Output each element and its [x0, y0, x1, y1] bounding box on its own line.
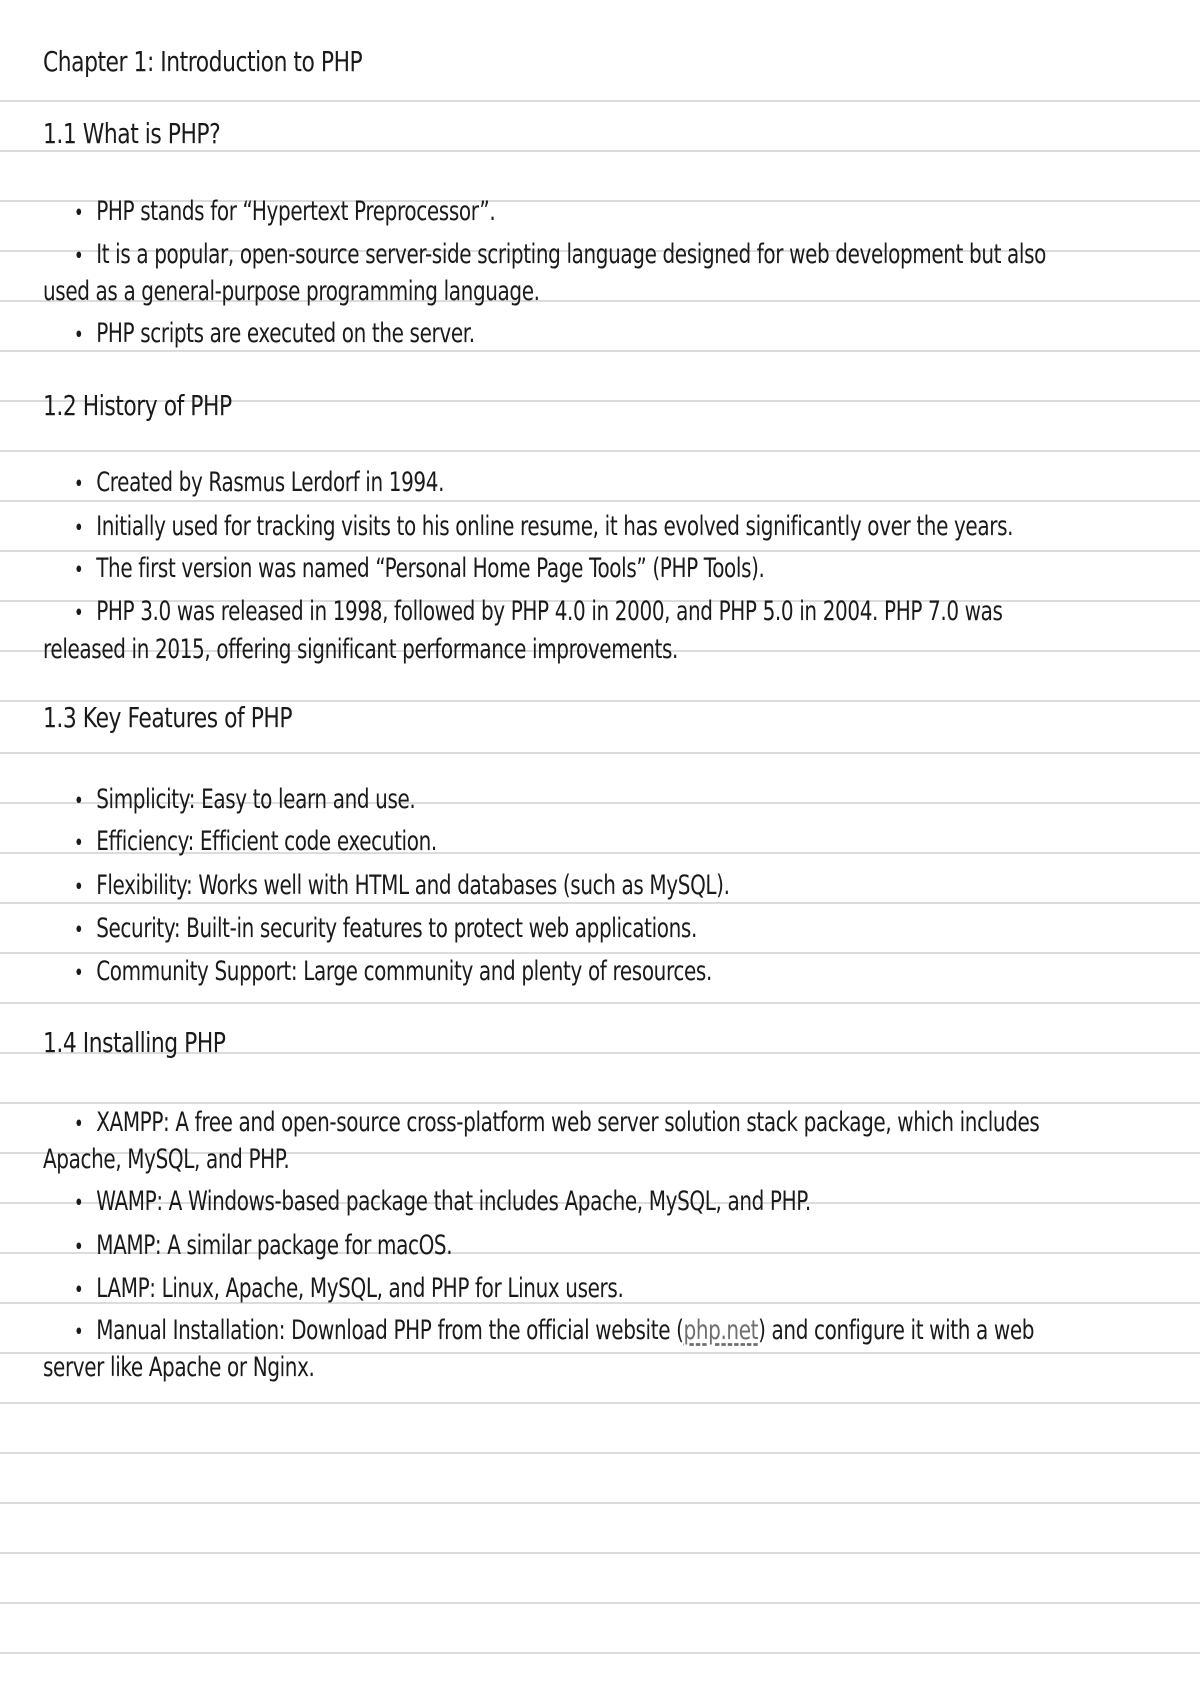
list-item	[74, 314, 475, 356]
bullet-icon: •	[74, 789, 84, 814]
list-item-text: Simplicity: Easy to learn and use.	[96, 784, 416, 815]
list-item-text: Created by Rasmus Lerdorf in 1994.	[96, 467, 445, 498]
bullet-icon: •	[74, 961, 84, 986]
bullet-icon: •	[74, 875, 84, 900]
chapter-title: Chapter 1: Introduction to PHP	[43, 45, 363, 78]
list-item	[74, 463, 444, 505]
bullet-icon: •	[74, 244, 84, 269]
list-item	[74, 952, 712, 994]
list-item	[74, 592, 1003, 634]
bullet-icon: •	[74, 201, 84, 226]
list-item-text: The first version was named “Personal Home Page Tools” (PHP Tools).	[96, 553, 765, 584]
bullet-icon: •	[74, 516, 84, 541]
bullet-icon: •	[74, 472, 84, 497]
list-item-continuation: server like Apache or Nginx.	[43, 1352, 315, 1383]
bullet-icon: •	[74, 1235, 84, 1260]
bullet-icon: •	[74, 1191, 84, 1216]
list-item	[74, 1103, 1039, 1145]
list-item-text: Manual Installation: Download PHP from the official website (	[96, 1315, 684, 1346]
bullet-icon: •	[74, 918, 84, 943]
list-item-text: Community Support: Large community and plenty of resources.	[96, 956, 712, 987]
bullet-icon: •	[74, 558, 84, 583]
list-item-continuation: released in 2015, offering significant performance improvements.	[43, 634, 679, 665]
list-item-text: Security: Built-in security features to protect web applications.	[96, 913, 697, 944]
section-heading-key-features: 1.3 Key Features of PHP	[43, 701, 293, 734]
list-item	[74, 235, 1046, 277]
bullet-icon: •	[74, 831, 84, 856]
list-item-text: It is a popular, open-source server-side scripting language designed for web development but also	[96, 239, 1047, 270]
list-item-text: PHP scripts are executed on the server.	[96, 318, 475, 349]
list-item	[74, 1182, 811, 1224]
list-item	[74, 866, 730, 908]
list-item	[74, 822, 437, 864]
list-item	[74, 192, 495, 234]
list-item-text: XAMPP: A free and open-source cross-platform web server solution stack package, which includes	[96, 1107, 1040, 1138]
bullet-icon: •	[74, 601, 84, 626]
list-item	[74, 909, 697, 951]
list-item-text: Efficiency: Efficient code execution.	[96, 826, 437, 857]
list-item-text: PHP stands for “Hypertext Preprocessor”.	[96, 196, 496, 227]
section-heading-installing: 1.4 Installing PHP	[43, 1026, 226, 1059]
bullet-icon: •	[74, 1278, 84, 1303]
section-heading-history: 1.2 History of PHP	[43, 389, 232, 422]
list-item	[74, 1269, 623, 1311]
list-item-text: ) and configure it with a web	[758, 1315, 1035, 1346]
list-item	[74, 1311, 1034, 1353]
list-item-text: LAMP: Linux, Apache, MySQL, and PHP for Linux users.	[96, 1273, 624, 1304]
bullet-icon: •	[74, 1112, 84, 1137]
list-item	[74, 507, 1013, 549]
list-item-text: Flexibility: Works well with HTML and databases (such as MySQL).	[96, 870, 730, 901]
php-net-link[interactable]: php.net	[683, 1315, 759, 1346]
list-item-text: MAMP: A similar package for macOS.	[96, 1230, 453, 1261]
bullet-icon: •	[74, 1320, 84, 1345]
list-item-continuation: used as a general-purpose programming language.	[43, 276, 540, 307]
list-item	[74, 549, 765, 591]
list-item	[74, 780, 415, 822]
bullet-icon: •	[74, 323, 84, 348]
list-item-text: PHP 3.0 was released in 1998, followed by PHP 4.0 in 2000, and PHP 5.0 in 2004. PHP 7.0 was	[96, 596, 1003, 627]
section-heading-what-is-php: 1.1 What is PHP?	[43, 117, 221, 150]
list-item	[74, 1226, 452, 1268]
list-item-text: WAMP: A Windows-based package that includes Apache, MySQL, and PHP.	[96, 1186, 811, 1217]
list-item-continuation: Apache, MySQL, and PHP.	[43, 1144, 290, 1175]
list-item-text: Initially used for tracking visits to his online resume, it has evolved significantly over the years.	[96, 511, 1014, 542]
